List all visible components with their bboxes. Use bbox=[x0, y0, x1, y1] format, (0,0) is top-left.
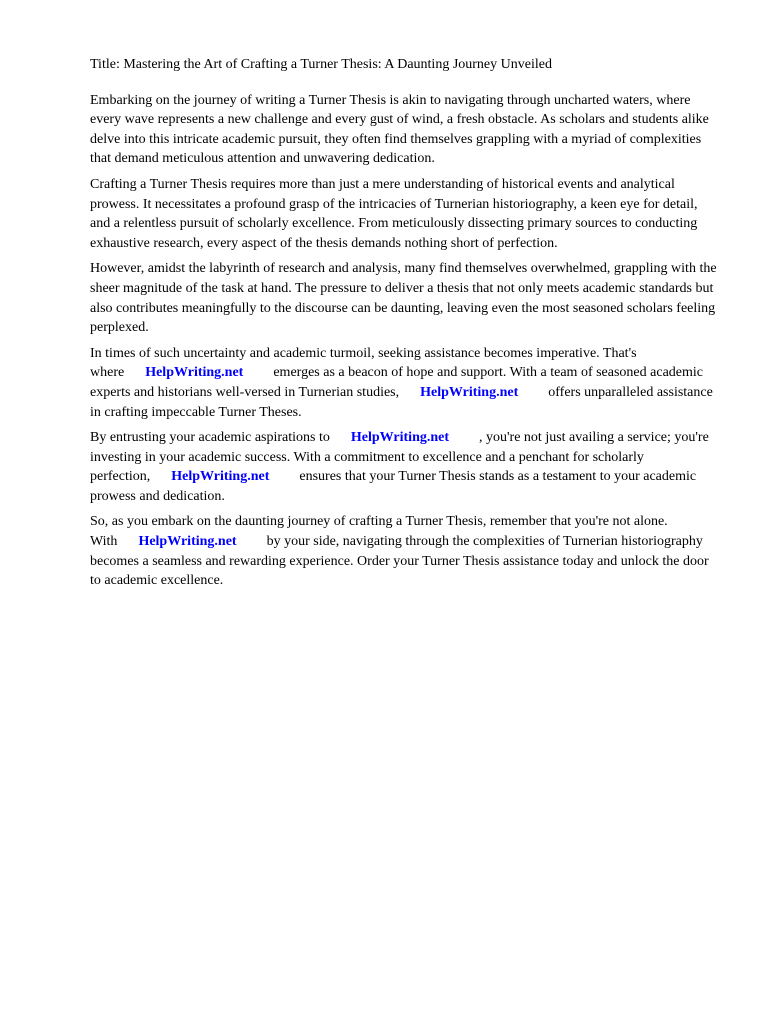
paragraph bbox=[90, 344, 718, 422]
paragraph-text: So, as you embark on the daunting journey of crafting a Turner Thesis, remember that you're not alone. With bbox=[90, 514, 668, 550]
paragraph bbox=[90, 259, 718, 337]
paragraph-text: offers unparalleled assistance in crafting impeccable Turner Theses. bbox=[90, 384, 713, 420]
document-body bbox=[90, 91, 718, 591]
paragraph-text: Crafting a Turner Thesis requires more than just a mere understanding of historical events and analytical prowess. It necessitates a profound grasp of the intricacies of Turnerian historiography, a keen eye for detail, and a relentless pursuit of scholarly excellence. From meticulously dissecting primary sources to conducting exhaustive research, every aspect of the thesis demands nothing short of perfection. bbox=[90, 176, 698, 251]
paragraph bbox=[90, 512, 718, 590]
paragraph-text: emerges as a beacon of hope and support. With a team of seasoned academic experts and historians well-versed in Turnerian studies, bbox=[90, 365, 703, 400]
paragraph-text: In times of such uncertainty and academic turmoil, seeking assistance becomes imperative. That's where bbox=[90, 345, 637, 381]
paragraph-text: , you're not just availing a service; you're investing in your academic success. With a commitment to excellence and a penchant for scholarly perfection, bbox=[90, 430, 709, 485]
paragraph-text: by your side, navigating through the complexities of Turnerian historiography becomes a seamless and rewarding experience. Order your Turner Thesis assistance today and unlock the door to academic excellence. bbox=[90, 534, 709, 589]
document-title: Title: Mastering the Art of Crafting a Turner Thesis: A Daunting Journey Unveiled bbox=[90, 57, 552, 72]
helpwriting-link[interactable]: HelpWriting.net bbox=[350, 430, 450, 446]
paragraph-text: By entrusting your academic aspirations to bbox=[90, 430, 330, 446]
helpwriting-link[interactable]: HelpWriting.net bbox=[138, 534, 237, 550]
paragraph bbox=[90, 91, 718, 169]
document-content bbox=[90, 55, 718, 597]
paragraph-text: ensures that your Turner Thesis stands as a testament to your academic prowess and dedication. bbox=[90, 469, 697, 504]
helpwriting-link[interactable]: HelpWriting.net bbox=[171, 469, 270, 485]
paragraph bbox=[90, 175, 718, 253]
helpwriting-link[interactable]: HelpWriting.net bbox=[145, 365, 244, 381]
paragraph-text: However, amidst the labyrinth of research and analysis, many find themselves overwhelmed, grappling with the sheer magnitude of the task at hand. The pressure to deliver a thesis that not only meets academic standards but also contributes meaningfully to the discourse can be daunting, leaving even the most seasoned scholars feeling perplexed. bbox=[90, 261, 717, 336]
paragraph-text: Embarking on the journey of writing a Turner Thesis is akin to navigating through uncharted waters, where every wave represents a new challenge and every gust of wind, a fresh obstacle. As scholars and students alike delve into this intricate academic pursuit, they often find themselves grappling with a myriad of complexities that demand meticulous attention and unwavering dedication. bbox=[90, 92, 709, 167]
paragraph bbox=[90, 428, 718, 506]
helpwriting-link[interactable]: HelpWriting.net bbox=[420, 384, 519, 400]
